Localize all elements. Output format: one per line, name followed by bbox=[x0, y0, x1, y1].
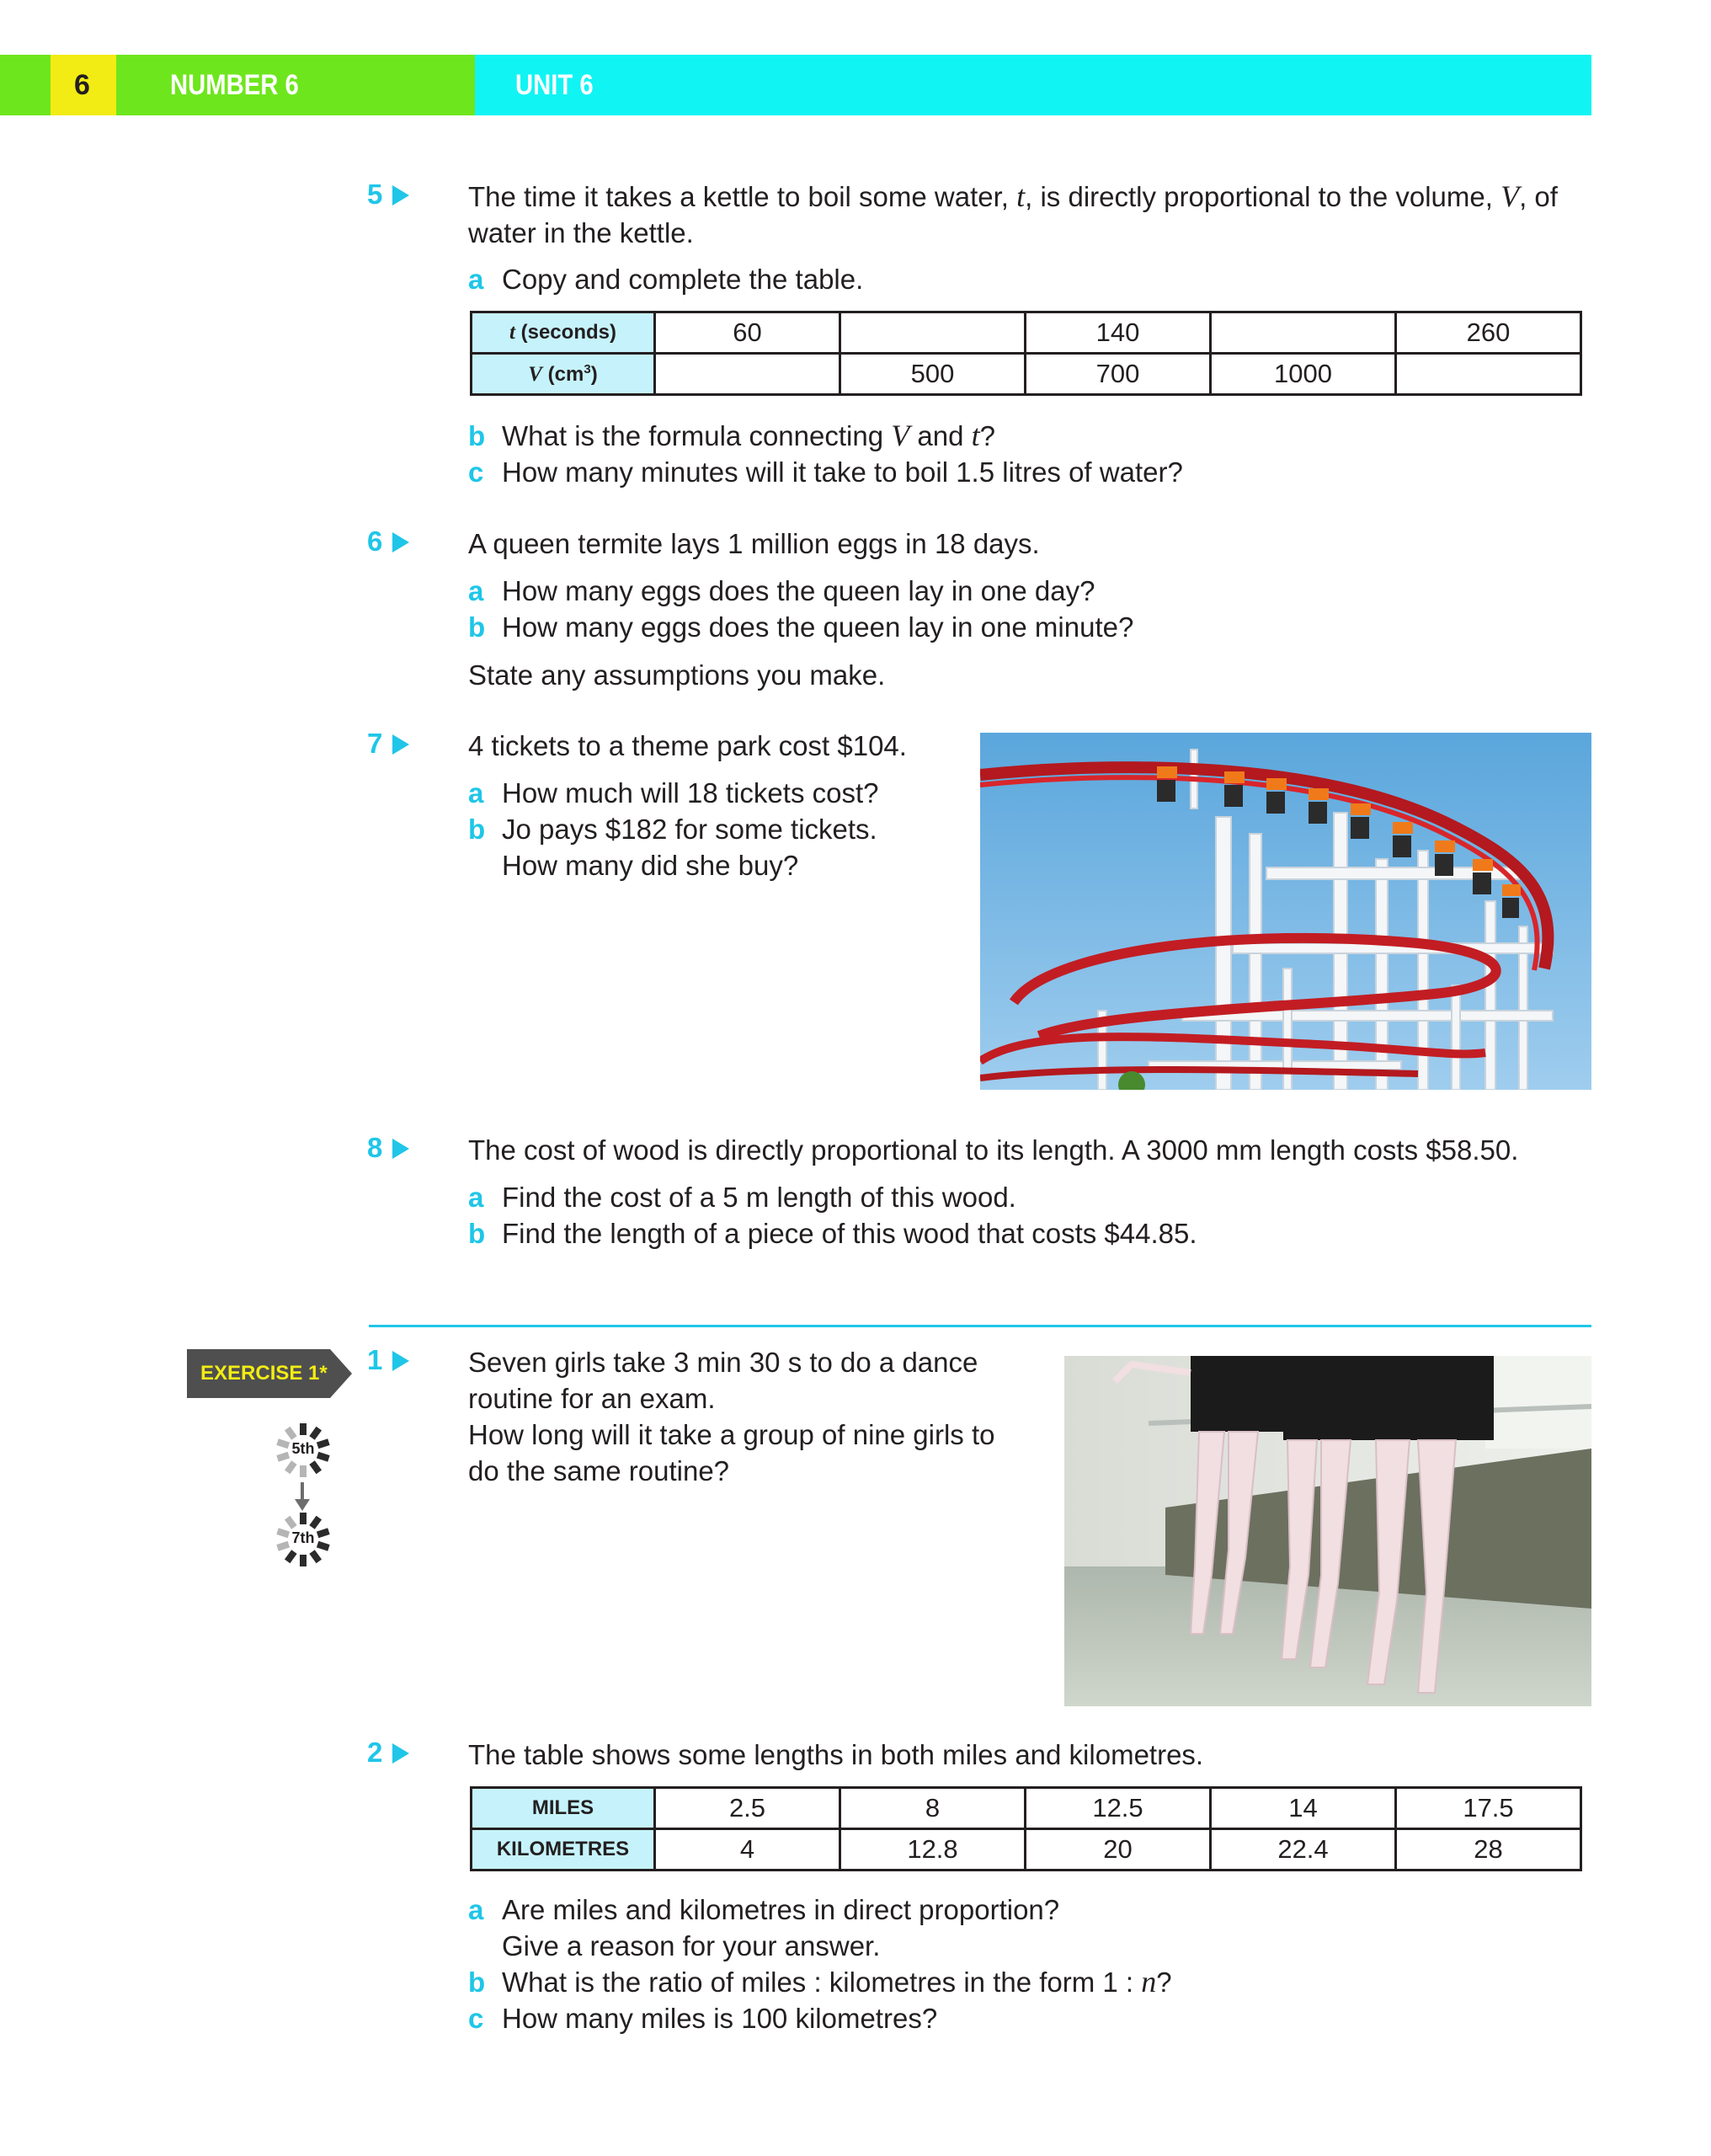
table-cell: 12.8 bbox=[840, 1829, 1026, 1870]
q5-part-c-text: How many minutes will it take to boil 1.5 litres of water? bbox=[502, 456, 1183, 488]
table-cell: 14 bbox=[1211, 1788, 1396, 1829]
e2-part-c-letter: c bbox=[468, 2003, 484, 2034]
level-end-label: 7th bbox=[291, 1529, 315, 1546]
header-unit-box bbox=[475, 55, 1591, 115]
section-title: NUMBER 6 bbox=[170, 69, 299, 101]
question-5-text: The time it takes a kettle to boil some water, t, is directly proportional to the volume, V, of bbox=[468, 179, 1558, 213]
unit-title: UNIT 6 bbox=[515, 69, 594, 101]
q6-part-b-letter: b bbox=[468, 611, 486, 643]
level-end-icon bbox=[275, 1511, 332, 1568]
question-7-number: 7 bbox=[367, 728, 409, 760]
q7-part-b-text-line2: How many did she buy? bbox=[502, 850, 799, 881]
question-8-text: The cost of wood is directly proportional to its length. A 3000 mm length costs $58.50. bbox=[468, 1134, 1519, 1166]
triangle-marker-icon bbox=[392, 1743, 409, 1764]
table-cell bbox=[1211, 312, 1396, 354]
q5-part-b-text: What is the formula connecting V and t? bbox=[502, 419, 996, 452]
header-page-box bbox=[51, 55, 116, 115]
q6-part-a-text: How many eggs does the queen lay in one day? bbox=[502, 575, 1095, 606]
question-7-text: 4 tickets to a theme park cost $104. bbox=[468, 730, 907, 761]
e2-part-a-text: Are miles and kilometres in direct proportion? bbox=[502, 1894, 1060, 1925]
table-cell bbox=[655, 354, 840, 395]
table-cell: 4 bbox=[655, 1829, 840, 1870]
table-cell: 12.5 bbox=[1026, 1788, 1211, 1829]
table-cell: 20 bbox=[1026, 1829, 1211, 1870]
table-cell: 8 bbox=[840, 1788, 1026, 1829]
exercise-question-1-line2: routine for an exam. bbox=[468, 1383, 716, 1414]
table-row-header: t (seconds) bbox=[472, 312, 655, 354]
e2-part-a-text-line2: Give a reason for your answer. bbox=[502, 1930, 881, 1961]
ballet-dancers-photo bbox=[1064, 1356, 1591, 1706]
table-row bbox=[472, 354, 1581, 395]
header-section-box bbox=[116, 55, 475, 115]
e2-part-b-text: What is the ratio of miles : kilometres in the form 1 : n? bbox=[502, 1965, 1172, 1999]
table-cell: 2.5 bbox=[655, 1788, 840, 1829]
q6-part-b-text: How many eggs does the queen lay in one minute? bbox=[502, 611, 1134, 643]
q8-part-b-letter: b bbox=[468, 1218, 486, 1249]
level-start-icon bbox=[275, 1422, 332, 1479]
question-6-number: 6 bbox=[367, 526, 409, 558]
q7-part-a-letter: a bbox=[468, 777, 484, 808]
table-row-header: KILOMETRES bbox=[472, 1829, 655, 1870]
table-row bbox=[472, 1788, 1581, 1829]
question-6-note: State any assumptions you make. bbox=[468, 659, 886, 691]
exercise-question-1-line1: Seven girls take 3 min 30 s to do a dance bbox=[468, 1347, 978, 1378]
exercise-question-1-number: 1 bbox=[367, 1344, 409, 1376]
e2-part-b-letter: b bbox=[468, 1967, 486, 1998]
exercise-question-2-number: 2 bbox=[367, 1737, 409, 1769]
e2-part-c-text: How many miles is 100 kilometres? bbox=[502, 2003, 938, 2034]
q8-part-a-text: Find the cost of a 5 m length of this wood. bbox=[502, 1182, 1016, 1213]
q8-part-b-text: Find the length of a piece of this wood that costs $44.85. bbox=[502, 1218, 1197, 1249]
triangle-marker-icon bbox=[392, 185, 409, 205]
triangle-marker-icon bbox=[392, 734, 409, 755]
triangle-marker-icon bbox=[392, 1351, 409, 1371]
table-row bbox=[472, 312, 1581, 354]
table-cell: 17.5 bbox=[1396, 1788, 1581, 1829]
q5-part-a-letter: a bbox=[468, 264, 484, 295]
table-cell bbox=[1396, 354, 1581, 395]
arrow-shaft bbox=[301, 1482, 304, 1501]
q6-part-a-letter: a bbox=[468, 575, 484, 606]
e2-part-a-letter: a bbox=[468, 1894, 484, 1925]
table-cell: 1000 bbox=[1211, 354, 1396, 395]
table-cell: 60 bbox=[655, 312, 840, 354]
q5-part-a-text: Copy and complete the table. bbox=[502, 264, 864, 295]
table-row bbox=[472, 1829, 1581, 1870]
triangle-marker-icon bbox=[392, 532, 409, 552]
question-8-number: 8 bbox=[367, 1132, 409, 1164]
kettle-table bbox=[470, 311, 1582, 396]
q5-part-b-letter: b bbox=[468, 420, 486, 451]
question-6-text: A queen termite lays 1 million eggs in 18 days. bbox=[468, 528, 1040, 559]
exercise-question-1-line3: How long will it take a group of nine girls to bbox=[468, 1419, 995, 1450]
section-divider bbox=[369, 1325, 1591, 1327]
q7-part-b-text: Jo pays $182 for some tickets. bbox=[502, 814, 877, 845]
q7-part-a-text: How much will 18 tickets cost? bbox=[502, 777, 879, 808]
table-cell: 260 bbox=[1396, 312, 1581, 354]
miles-km-table bbox=[470, 1786, 1582, 1871]
table-cell bbox=[840, 312, 1026, 354]
table-row-header: V $(cm^3)$ bbox=[472, 354, 655, 395]
arrow-down-icon bbox=[295, 1499, 310, 1511]
table-cell: 22.4 bbox=[1211, 1829, 1396, 1870]
exercise-label: EXERCISE 1* bbox=[187, 1349, 330, 1398]
q7-part-b-letter: b bbox=[468, 814, 486, 845]
exercise-question-2-text: The table shows some lengths in both miles and kilometres. bbox=[468, 1739, 1204, 1770]
table-cell: 500 bbox=[840, 354, 1026, 395]
header-band-lead bbox=[0, 55, 51, 115]
q8-part-a-letter: a bbox=[468, 1182, 484, 1213]
table-cell: 28 bbox=[1396, 1829, 1581, 1870]
level-start-label: 5th bbox=[291, 1440, 315, 1457]
triangle-marker-icon bbox=[392, 1139, 409, 1159]
question-5-text-line2: water in the kettle. bbox=[468, 217, 694, 248]
table-row-header: MILES bbox=[472, 1788, 655, 1829]
roller-coaster-photo bbox=[980, 733, 1591, 1090]
page-number: 6 bbox=[74, 69, 90, 101]
table-cell: 700 bbox=[1026, 354, 1211, 395]
question-5-number: 5 bbox=[367, 179, 409, 211]
q5-part-c-letter: c bbox=[468, 456, 484, 488]
table-cell: 140 bbox=[1026, 312, 1211, 354]
exercise-question-1-line4: do the same routine? bbox=[468, 1455, 730, 1486]
